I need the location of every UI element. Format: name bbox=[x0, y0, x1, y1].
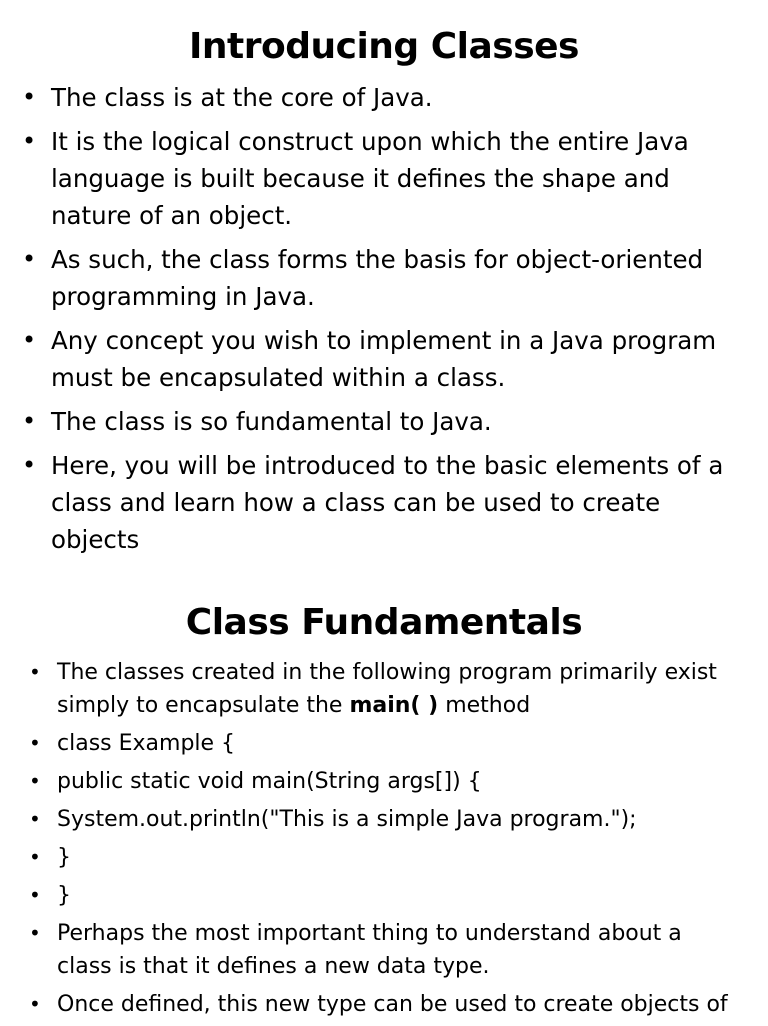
bullet-text: System.out.println("This is a simple Java program."); bbox=[57, 807, 637, 832]
bullet-icon: • bbox=[29, 883, 41, 907]
bullet-text-after: method bbox=[438, 693, 531, 718]
bullet-text: } bbox=[57, 845, 71, 870]
bullet-text: It is the logical construct upon which the entire Java language is built because it defines the shape and nature of an object. bbox=[51, 127, 689, 230]
bullet-list bbox=[0, 656, 768, 1021]
bullet-icon: • bbox=[22, 245, 37, 273]
bullet-icon: • bbox=[29, 992, 41, 1016]
bullet-icon: • bbox=[22, 127, 37, 155]
bullet-item bbox=[0, 447, 768, 558]
bullet-list bbox=[0, 79, 768, 558]
bullet-item bbox=[0, 765, 768, 798]
bullet-text: The class is so fundamental to Java. bbox=[51, 407, 492, 436]
bullet-icon: • bbox=[22, 451, 37, 479]
bullet-icon: • bbox=[22, 83, 37, 111]
bullet-item bbox=[0, 79, 768, 116]
bullet-text: Once defined, this new type can be used to create objects of bbox=[57, 992, 728, 1017]
bullet-text: Perhaps the most important thing to understand about a class is that it defines a new data type. bbox=[57, 921, 682, 979]
bullet-text: Here, you will be introduced to the basic elements of a class and learn how a class can be used to create objects bbox=[51, 451, 724, 554]
bullet-text-before: The classes created in the following program primarily exist simply to encapsulate the bbox=[57, 660, 717, 718]
bullet-icon: • bbox=[29, 845, 41, 869]
bullet-icon: • bbox=[29, 731, 41, 755]
bullet-icon: • bbox=[22, 407, 37, 435]
slide-title: Class Fundamentals bbox=[185, 602, 583, 643]
bullet-item bbox=[0, 727, 768, 760]
bullet-text: public static void main(String args[]) { bbox=[57, 769, 482, 794]
bullet-item bbox=[0, 879, 768, 912]
bullet-item bbox=[0, 656, 768, 722]
bullet-icon: • bbox=[29, 807, 41, 831]
bullet-item bbox=[0, 241, 768, 315]
bullet-icon: • bbox=[29, 921, 41, 945]
bullet-icon: • bbox=[29, 769, 41, 793]
bullet-item bbox=[0, 403, 768, 440]
slide-class-fundamentals bbox=[0, 596, 768, 1026]
bullet-item bbox=[0, 917, 768, 983]
bullet-item bbox=[0, 988, 768, 1021]
bullet-item bbox=[0, 322, 768, 396]
bullet-item bbox=[0, 123, 768, 234]
bullet-text: } bbox=[57, 883, 71, 908]
bullet-icon: • bbox=[22, 326, 37, 354]
bullet-icon: • bbox=[29, 660, 41, 684]
bullet-text: As such, the class forms the basis for object-oriented programming in Java. bbox=[51, 245, 704, 311]
slide-title: Introducing Classes bbox=[189, 26, 579, 67]
bullet-text: class Example { bbox=[57, 731, 236, 756]
bullet-text: The class is at the core of Java. bbox=[51, 83, 433, 112]
bullet-text-bold: main( ) bbox=[349, 693, 439, 718]
bullet-text: Any concept you wish to implement in a Java program must be encapsulated within a class. bbox=[51, 326, 717, 392]
bullet-item bbox=[0, 803, 768, 836]
bullet-item bbox=[0, 841, 768, 874]
